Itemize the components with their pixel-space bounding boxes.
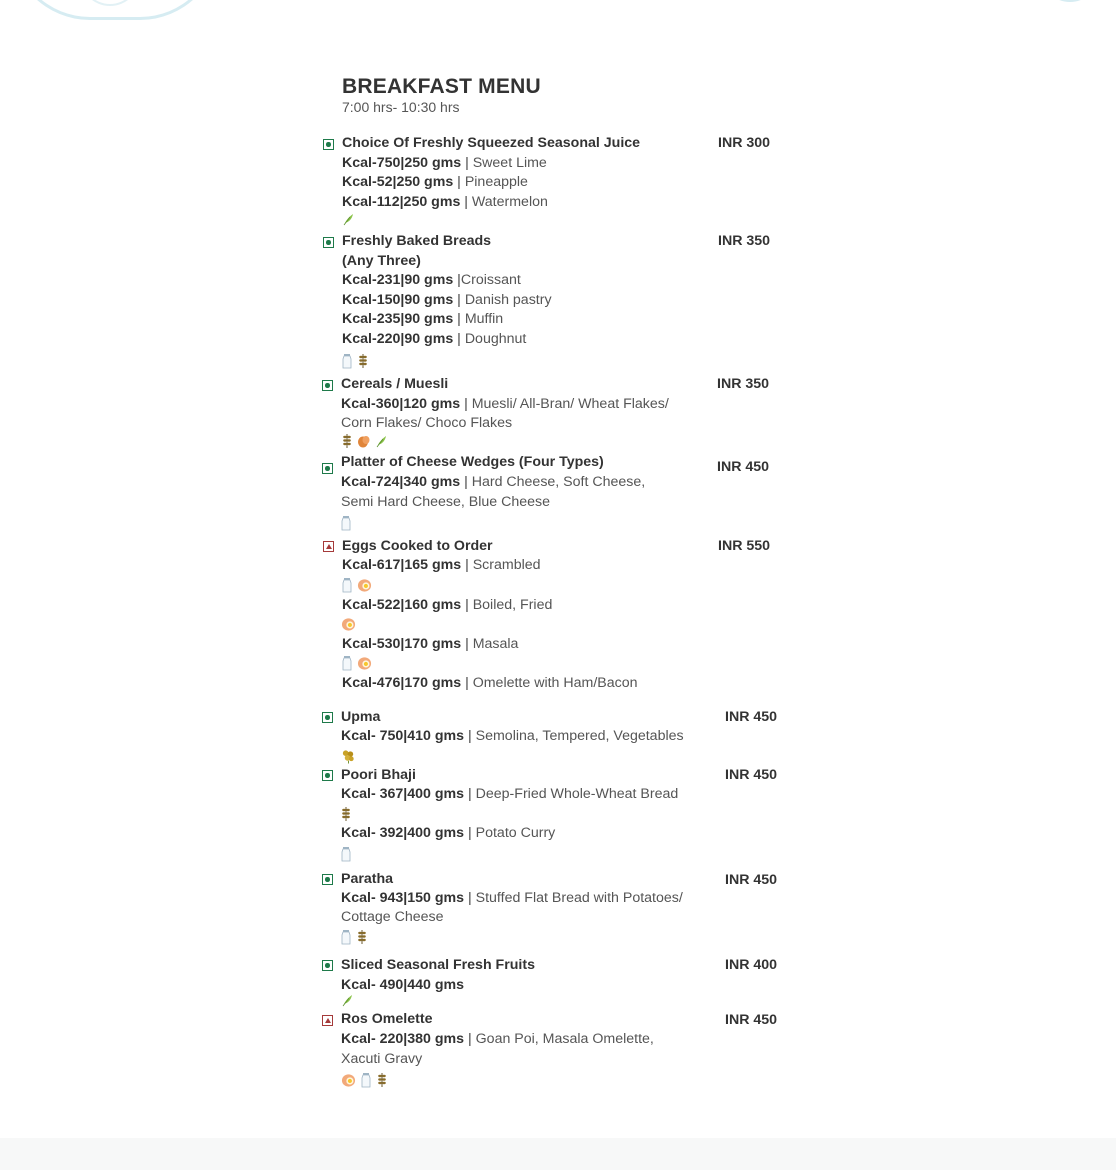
gluten-wheat-icon [376, 1072, 388, 1088]
item-detail-line: Xacuti Gravy [341, 1051, 423, 1067]
item-name: Choice Of Freshly Squeezed Seasonal Juice [342, 135, 641, 151]
item-detail-line: Kcal-530|170 gms | Masala [342, 636, 519, 652]
item-detail-line: Kcal-112|250 gms | Watermelon [342, 194, 548, 210]
nonveg-mark-icon [323, 541, 334, 552]
item-name: Poori Bhaji [341, 767, 416, 783]
item-name: Platter of Cheese Wedges (Four Types) [341, 454, 604, 470]
allergen-icons [340, 806, 352, 822]
item-detail-line: Kcal-360|120 gms | Muesli/ All-Bran/ Wheat Flakes/ [341, 396, 669, 412]
veg-mark-icon [323, 237, 334, 248]
menu-hours: 7:00 hrs- 10:30 hrs [342, 99, 460, 115]
egg-icon [357, 655, 372, 671]
egg-icon [341, 616, 356, 632]
nonveg-mark-icon [322, 1015, 333, 1026]
item-detail-line: Kcal-220|90 gms | Doughnut [342, 331, 527, 347]
allergen-icons [341, 616, 356, 632]
item-detail-line: Kcal- 220|380 gms | Goan Poi, Masala Omelette, [341, 1031, 654, 1047]
allergen-icons [341, 433, 387, 449]
veg-mark-icon [322, 380, 333, 391]
item-name: Freshly Baked Breads [342, 233, 492, 249]
item-price: INR 450 [725, 767, 778, 783]
item-detail-line: Kcal- 490|440 gms [341, 977, 465, 993]
item-name: Cereals / Muesli [341, 376, 449, 392]
item-detail-line: Kcal- 392|400 gms | Potato Curry [341, 825, 556, 841]
item-detail-line: Semi Hard Cheese, Blue Cheese [341, 494, 550, 510]
allergen-icons [341, 748, 356, 764]
item-name: Sliced Seasonal Fresh Fruits [341, 957, 535, 973]
dairy-milk-icon [360, 1072, 372, 1088]
gluten-wheat-icon [341, 433, 353, 449]
veg-mark-icon [322, 712, 333, 723]
veg-mark-icon [322, 960, 333, 971]
header-corner-decoration [1040, 0, 1100, 2]
dairy-milk-icon [341, 655, 353, 671]
item-detail-line: Corn Flakes/ Choco Flakes [341, 415, 513, 431]
item-detail-line: Kcal-150|90 gms | Danish pastry [342, 292, 552, 308]
item-detail-line: Kcal-52|250 gms | Pineapple [342, 174, 528, 190]
item-name: Upma [341, 709, 381, 725]
item-detail-line: Kcal-235|90 gms | Muffin [342, 311, 504, 327]
item-detail-line: Kcal-476|170 gms | Omelette with Ham/Bacon [342, 675, 638, 691]
veg-mark-icon [323, 139, 334, 150]
item-detail-line: Kcal-724|340 gms | Hard Cheese, Soft Cheese, [341, 474, 646, 490]
item-subtitle: (Any Three) [342, 253, 421, 269]
allergen-icons [342, 211, 354, 227]
dairy-milk-icon [341, 353, 353, 369]
dairy-milk-icon [340, 515, 352, 531]
nuts-icon [357, 433, 371, 449]
item-price: INR 400 [725, 957, 778, 973]
dairy-milk-icon [340, 929, 352, 945]
egg-icon [341, 1072, 356, 1088]
allergen-icons [340, 515, 352, 531]
item-detail-line: Kcal-522|160 gms | Boiled, Fried [342, 597, 553, 613]
item-price: INR 450 [725, 872, 778, 888]
item-price: INR 450 [725, 709, 778, 725]
mustard-icon [341, 748, 356, 764]
allergen-icons [341, 353, 369, 369]
dairy-milk-icon [341, 577, 353, 593]
vegan-leaf-icon [342, 211, 354, 227]
item-name: Ros Omelette [341, 1011, 433, 1027]
veg-mark-icon [322, 770, 333, 781]
item-detail-line: Kcal- 943|150 gms | Stuffed Flat Bread with Potatoes/ [341, 890, 683, 906]
item-name: Paratha [341, 871, 394, 887]
item-detail-line: Cottage Cheese [341, 909, 444, 925]
vegan-leaf-icon [375, 433, 387, 449]
item-detail-line: Kcal-750|250 gms | Sweet Lime [342, 155, 547, 171]
allergen-icons [340, 929, 368, 945]
menu-title: BREAKFAST MENU [342, 75, 541, 98]
item-detail-line: Kcal-231|90 gms |Croissant [342, 272, 521, 288]
veg-mark-icon [322, 874, 333, 885]
gluten-wheat-icon [357, 353, 369, 369]
item-detail-line: Kcal- 750|410 gms | Semolina, Tempered, Vegetables [341, 728, 684, 744]
item-detail-line: Kcal-617|165 gms | Scrambled [342, 557, 541, 573]
gluten-wheat-icon [340, 806, 352, 822]
item-name: Eggs Cooked to Order [342, 538, 493, 554]
item-price: INR 550 [718, 538, 771, 554]
page-footer-band [0, 1138, 1116, 1170]
allergen-icons [341, 577, 372, 593]
egg-icon [357, 577, 372, 593]
allergen-icons [340, 846, 352, 862]
allergen-icons [341, 655, 372, 671]
item-detail-line: Kcal- 367|400 gms | Deep-Fried Whole-Wheat Bread [341, 786, 679, 802]
item-price: INR 300 [718, 135, 771, 151]
item-price: INR 350 [718, 233, 771, 249]
item-price: INR 450 [725, 1012, 778, 1028]
allergen-icons [341, 992, 353, 1008]
dairy-milk-icon [340, 846, 352, 862]
vegan-leaf-icon [341, 992, 353, 1008]
gluten-wheat-icon [356, 929, 368, 945]
item-price: INR 350 [717, 376, 770, 392]
allergen-icons [341, 1072, 388, 1088]
item-price: INR 450 [717, 459, 770, 475]
veg-mark-icon [322, 463, 333, 474]
